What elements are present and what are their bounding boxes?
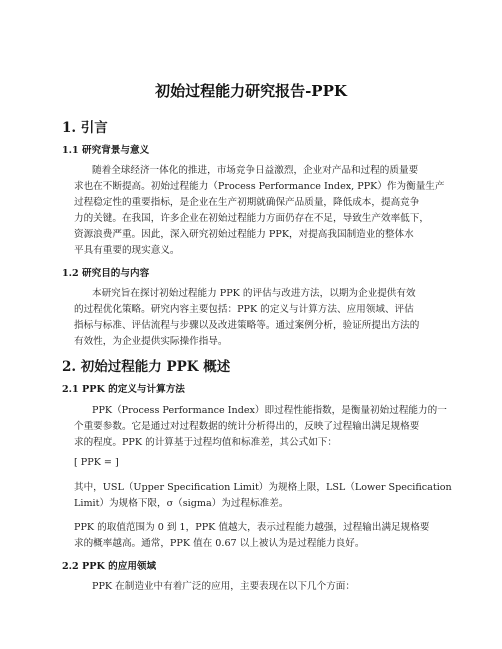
paragraph-line: 过程稳定性的重要指标，是企业在生产初期就确保产品质量，降低成本，提高竞争 (74, 197, 420, 208)
paragraph-line: 其中，USL（Upper Specification Limit）为规格上限，LSL（Lower Specification (74, 482, 452, 493)
paragraph-line: 有效性，为企业提供实际操作指导。 (74, 336, 228, 347)
paragraph-line: 随着全球经济一体化的推进，市场竞争日益激烈，企业对产品和过程的质量要 (92, 165, 419, 176)
document-title: 初始过程能力研究报告-PPK (155, 82, 347, 100)
paragraph-line: PPK 的取值范围为 0 到 1，PPK 值越大，表示过程能力越强，过程输出满足规格要 (74, 522, 430, 533)
paragraph-line: 资源浪费严重。因此，深入研究初始过程能力 PPK，对提高我国制造业的整体水 (74, 229, 414, 240)
section-2-2-heading: 2.2 PPK 的应用领域 (62, 561, 157, 572)
section-1-1-heading: 1.1 研究背景与意义 (62, 145, 150, 156)
paragraph-line: 求的程度。PPK 的计算基于过程均值和标准差，其公式如下： (74, 437, 337, 448)
section-2-heading: 2. 初始过程能力 PPK 概述 (62, 359, 231, 375)
paragraph-line: 个重要参数。它是通过对过程数据的统计分析得出的，反映了过程输出满足规格要 (74, 421, 420, 432)
section-1-heading: 1. 引言 (62, 120, 108, 136)
paragraph-line: 本研究旨在探讨初始过程能力 PPK 的评估与改进方法，以期为企业提供有效 (92, 288, 416, 299)
section-1-2-heading: 1.2 研究目的与内容 (62, 268, 150, 279)
section-2-1-heading: 2.1 PPK 的定义与计算方法 (62, 384, 185, 395)
paragraph-line: Limit）为规格下限，σ（sigma）为过程标准差。 (74, 498, 289, 509)
paragraph-line: 求也在不断提高。初始过程能力（Process Performance Index, PPK）作为衡量生产 (74, 181, 445, 192)
formula-text: [ PPK = ] (74, 457, 119, 468)
paragraph-line: 指标与标准、评估流程与步骤以及改进策略等。通过案例分析，验证所提出方法的 (74, 320, 420, 331)
paragraph-line: PPK 在制造业中有着广泛的应用，主要表现在以下几个方面： (92, 581, 355, 592)
paragraph-line: PPK（Process Performance Index）即过程性能指数，是衡量初始过程能力的一 (92, 405, 447, 416)
paragraph-line: 求的概率越高。通常，PPK 值在 0.67 以上被认为是过程能力良好。 (74, 538, 365, 549)
paragraph-line: 平具有重要的现实意义。 (74, 245, 180, 256)
paragraph-line: 力的关键。在我国，许多企业在初始过程能力方面仍存在不足，导致生产效率低下， (74, 213, 429, 224)
paragraph-line: 的过程优化策略。研究内容主要包括：PPK 的定义与计算方法、应用领域、评估 (74, 304, 414, 315)
